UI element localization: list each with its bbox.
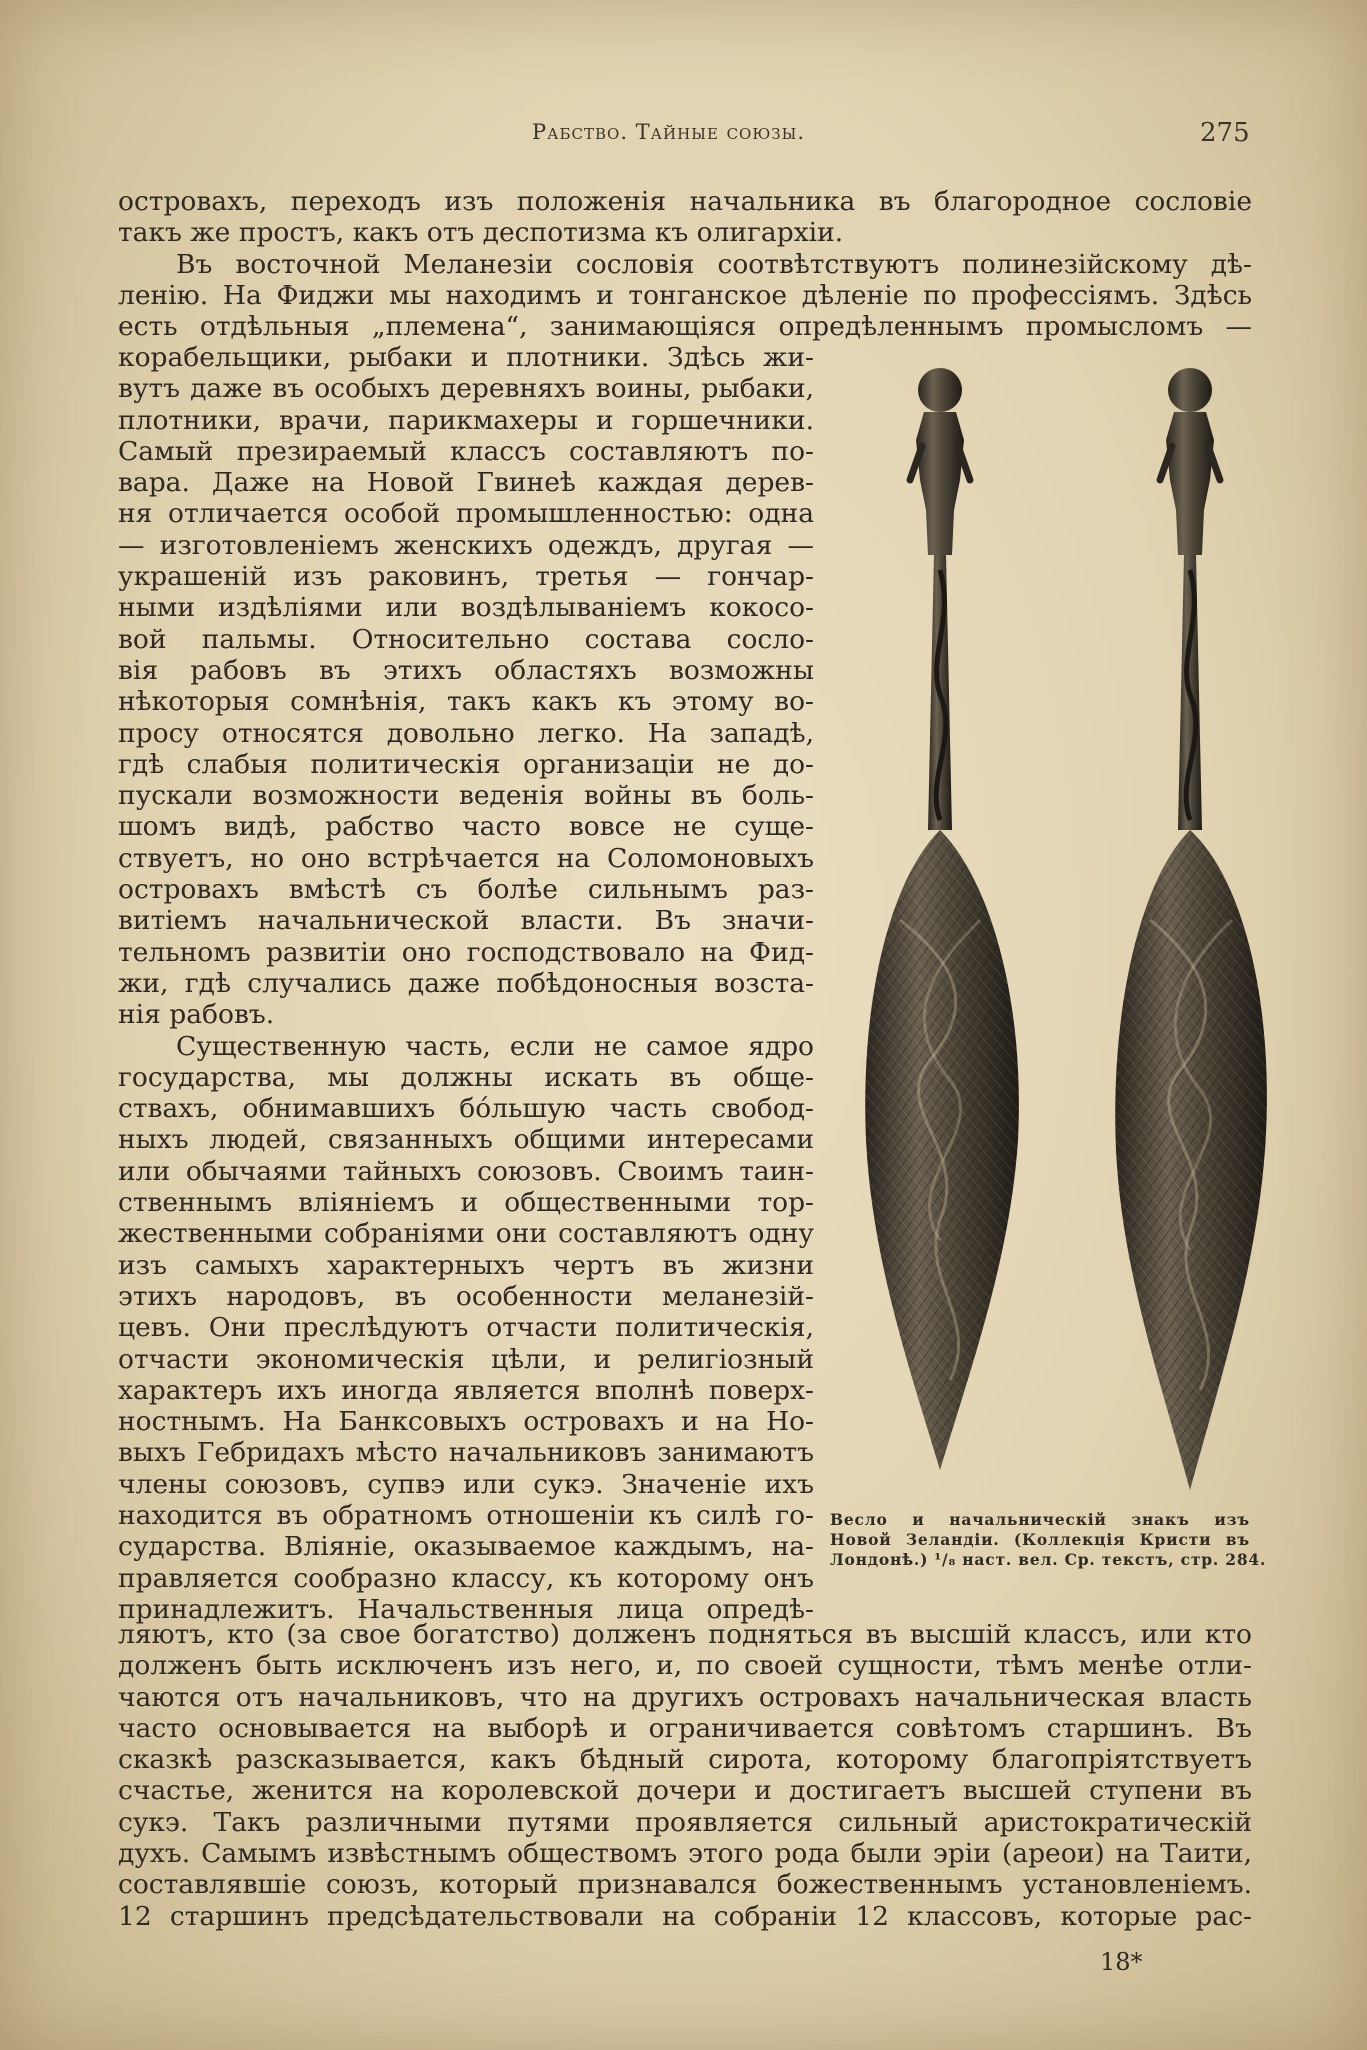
page-number: 275 <box>1200 118 1250 148</box>
text-line: плотники, врачи, парикмахеры и горшечники. <box>118 404 814 436</box>
text-line: часто основывается на выборѣ и ограничивается совѣтомъ старшинъ. Въ <box>118 1712 1252 1744</box>
text-line: шомъ видѣ, рабство часто вовсе не суще- <box>118 811 814 843</box>
text-line: Существенную часть, если не самое ядро <box>176 1030 814 1062</box>
text-line: ныхъ людей, связанныхъ общими интересами <box>118 1124 814 1156</box>
text-line: счастье, женится на королевской дочери и достигаетъ высшей ступени въ <box>118 1775 1252 1807</box>
text-line: жественными собраніями они составляютъ одну <box>118 1218 814 1250</box>
top-paragraph-block <box>118 186 1252 342</box>
text-line: принадлежитъ. Начальственныя лица опредѣ- <box>118 1593 814 1625</box>
text-line: пускали возможности веденія войны въ боль- <box>118 780 814 812</box>
text-line: ствахъ, обнимавшихъ бо́льшую часть свобод- <box>118 1093 814 1125</box>
text-line: ными издѣліями или воздѣлываніемъ кокосо- <box>118 592 814 624</box>
text-line: — изготовленіемъ женскихъ одеждъ, другая — <box>118 529 814 561</box>
text-line: ственнымъ вліяніемъ и общественными тор- <box>118 1187 814 1219</box>
text-line: сукэ. Такъ различными путями проявляется сильный аристократическій <box>118 1806 1252 1838</box>
text-line: государства, мы должны искать въ обще- <box>118 1061 814 1093</box>
text-line: члены союзовъ, супвэ или сукэ. Значеніе ихъ <box>118 1468 814 1500</box>
text-line: Въ восточной Меланезіи сословія соотвѣтствуютъ полинезійскому дѣ- <box>176 248 1252 280</box>
text-line: ня отличается особой промышленностью: одна <box>118 498 814 530</box>
text-line: нѣкоторыя сомнѣнія, такъ какъ къ этому во- <box>118 686 814 718</box>
text-line: нія рабовъ. <box>118 999 275 1031</box>
paddle-illustration <box>860 360 1280 1520</box>
text-line: находится въ обратномъ отношеніи къ силѣ го- <box>118 1499 814 1531</box>
caption-line: Лондонѣ.) ¹/₈ наст. вел. Ср. текстъ, стр. 284. <box>830 1550 1267 1569</box>
text-line: жи, гдѣ случались даже побѣдоносныя возста- <box>118 967 814 999</box>
text-line: Самый презираемый классъ составляютъ по- <box>118 435 814 467</box>
text-line: корабельщики, рыбаки и плотники. Здѣсь жи- <box>118 342 814 373</box>
text-line: сказкѣ разсказывается, какъ бѣдный сирота, которому благопріятствуетъ <box>118 1744 1252 1776</box>
bottom-paragraph-block <box>118 1619 1252 1932</box>
text-line: характеръ ихъ иногда является вполнѣ поверх- <box>118 1374 814 1406</box>
text-line: сударства. Вліяніе, оказываемое каждымъ, на- <box>118 1531 814 1563</box>
text-line: витіемъ начальнической власти. Въ значи- <box>118 905 814 937</box>
text-line: тельномъ развитіи оно господствовало на Фид- <box>118 936 814 968</box>
caption-line: Весло и начальническій знакъ изъ <box>830 1510 1250 1529</box>
text-line: украшеній изъ раковинъ, третья — гончар- <box>118 561 814 593</box>
text-line: чаются отъ начальниковъ, что на другихъ островахъ начальническая власть <box>118 1681 1252 1713</box>
figure-caption <box>830 1510 1267 1570</box>
text-line: ленію. На Фиджи мы находимъ и тонганское дѣленіе по профессіямъ. Здѣсь <box>118 279 1252 311</box>
running-title: Рабство. Тайные союзы. <box>532 120 806 144</box>
text-line: вутъ даже въ особыхъ деревняхъ воины, рыбаки, <box>118 373 814 405</box>
caption-line: Новой Зеландіи. (Коллекція Кристи въ <box>830 1530 1250 1549</box>
text-line: ностнымъ. На Банксовыхъ островахъ и на Но- <box>118 1406 814 1438</box>
text-line: изъ самыхъ характерныхъ чертъ въ жизни <box>118 1249 814 1281</box>
left-paddle <box>865 368 1019 1470</box>
text-line: духъ. Самымъ извѣстнымъ обществомъ этого рода были эріи (ареои) на Таити, <box>118 1838 1252 1870</box>
text-line: ствуетъ, но оно встрѣчается на Соломоновыхъ <box>118 842 814 874</box>
text-line: выхъ Гебридахъ мѣсто начальниковъ занимаютъ <box>118 1437 814 1469</box>
text-line: такъ же простъ, какъ отъ деспотизма къ олигархіи. <box>118 217 844 249</box>
text-line: вой пальмы. Относительно состава сосло- <box>118 623 814 655</box>
text-line: цевъ. Они преслѣдуютъ отчасти политическія, <box>118 1312 814 1344</box>
text-line: вара. Даже на Новой Гвинеѣ каждая дерев- <box>118 467 814 499</box>
text-line: долженъ быть исключенъ изъ него, и, по своей сущности, тѣмъ менѣе отли- <box>118 1650 1252 1682</box>
signature-mark: 18* <box>1100 1948 1143 1976</box>
right-paddle <box>1115 368 1267 1490</box>
text-line: составлявшіе союзъ, который признавался божественнымъ установленіемъ. <box>118 1869 1252 1901</box>
text-line: этихъ народовъ, въ особенности меланезій- <box>118 1280 814 1312</box>
text-line: ляютъ, кто (за свое богатство) долженъ подняться въ высшій классъ, или кто <box>118 1619 1252 1650</box>
narrow-column-block <box>118 342 814 1625</box>
text-line: гдѣ слабыя политическія организаціи не до- <box>118 748 814 780</box>
text-line: островахъ вмѣстѣ съ болѣе сильнымъ раз- <box>118 874 814 906</box>
text-line: правляется сообразно классу, къ которому онъ <box>118 1562 814 1594</box>
text-line: есть отдѣльныя „племена“, занимающіяся опредѣленнымъ промысломъ — <box>118 311 1252 343</box>
text-line: островахъ, переходъ изъ положенія начальника въ благородное сословіе <box>118 186 1252 217</box>
text-line: отчасти экономическія цѣли, и религіозный <box>118 1343 814 1375</box>
text-line: или обычаями тайныхъ союзовъ. Своимъ таин- <box>118 1155 814 1187</box>
text-line: 12 старшинъ предсѣдательствовали на собраніи 12 классовъ, которые рас- <box>118 1900 1252 1932</box>
text-line: вія рабовъ въ этихъ областяхъ возможны <box>118 654 814 686</box>
text-line: просу относятся довольно легко. На западѣ, <box>118 717 814 749</box>
